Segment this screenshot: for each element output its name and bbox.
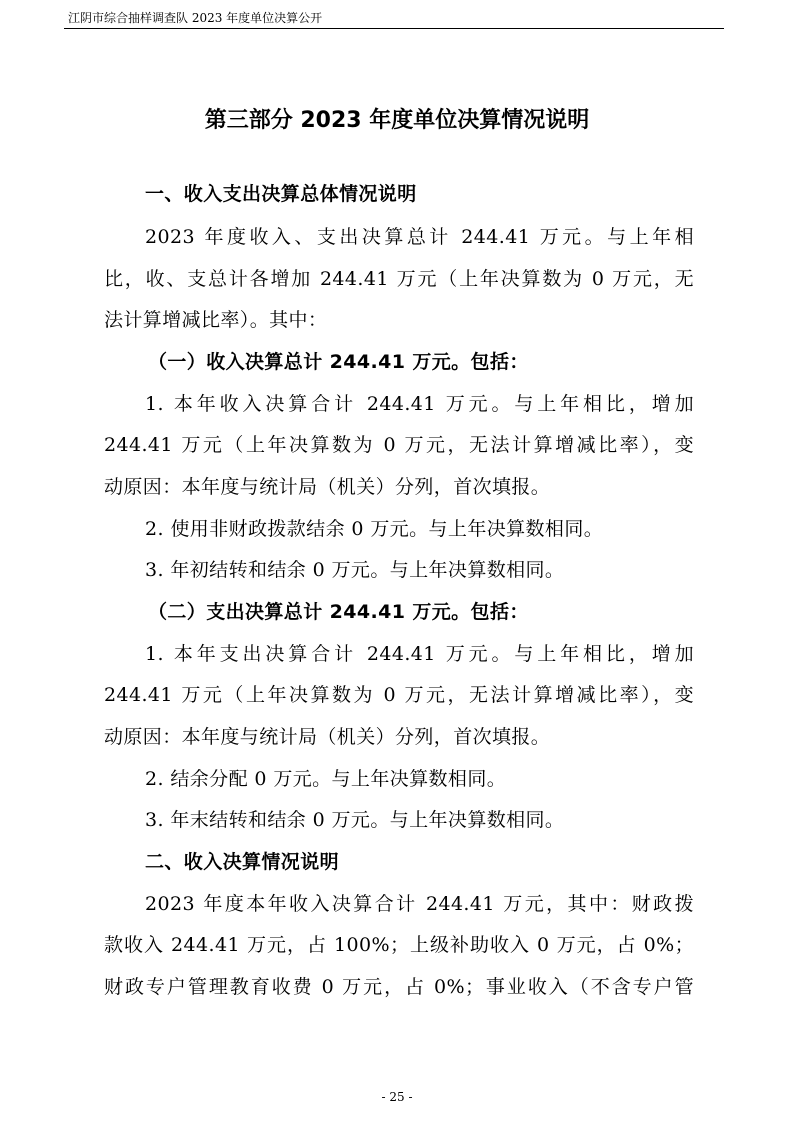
subsection-heading-expenditure: （二）支出决算总计 244.41 万元。包括： xyxy=(148,601,529,623)
paragraph-line: 244.41 万元（上年决算数为 0 万元，无法计算增减比率），变 xyxy=(104,434,694,456)
paragraph-line: 1. 本年支出决算合计 244.41 万元。与上年相比，增加 xyxy=(145,643,694,665)
section-heading-income: 二、收入决算情况说明 xyxy=(145,851,340,873)
paragraph-line: 2. 结余分配 0 万元。与上年决算数相同。 xyxy=(145,768,507,790)
paragraph-line: 2. 使用非财政拨款结余 0 万元。与上年决算数相同。 xyxy=(145,518,604,540)
paragraph-line: 2023 年度收入、支出决算总计 244.41 万元。与上年相 xyxy=(145,226,694,248)
paragraph-line: 财政专户管理教育收费 0 万元，占 0%；事业收入（不含专户管 xyxy=(104,976,694,998)
paragraph-line: 动原因：本年度与统计局（机关）分列，首次填报。 xyxy=(104,726,551,748)
paragraph-line: 3. 年初结转和结余 0 万元。与上年决算数相同。 xyxy=(145,559,565,581)
paragraph-line: 动原因：本年度与统计局（机关）分列，首次填报。 xyxy=(104,476,551,498)
header-rule xyxy=(64,28,724,29)
running-header: 江阴市综合抽样调查队 2023 年度单位决算公开 xyxy=(68,11,323,25)
page-title: 第三部分 2023 年度单位决算情况说明 xyxy=(204,108,590,133)
paragraph-line: 款收入 244.41 万元，占 100%；上级补助收入 0 万元，占 0%； xyxy=(104,934,694,956)
paragraph-line: 1. 本年收入决算合计 244.41 万元。与上年相比，增加 xyxy=(145,393,694,415)
section-heading-overview: 一、收入支出决算总体情况说明 xyxy=(145,183,417,205)
paragraph-line: 2023 年度本年收入决算合计 244.41 万元，其中：财政拨 xyxy=(145,893,694,915)
paragraph-line: 法计算增减比率）。其中： xyxy=(104,309,328,331)
paragraph-line: 3. 年末结转和结余 0 万元。与上年决算数相同。 xyxy=(145,809,565,831)
paragraph-line: 比，收、支总计各增加 244.41 万元（上年决算数为 0 万元，无 xyxy=(104,268,694,290)
page-number: - 25 - xyxy=(381,1090,413,1104)
paragraph-line: 244.41 万元（上年决算数为 0 万元，无法计算增减比率），变 xyxy=(104,684,694,706)
subsection-heading-income: （一）收入决算总计 244.41 万元。包括： xyxy=(148,351,529,373)
